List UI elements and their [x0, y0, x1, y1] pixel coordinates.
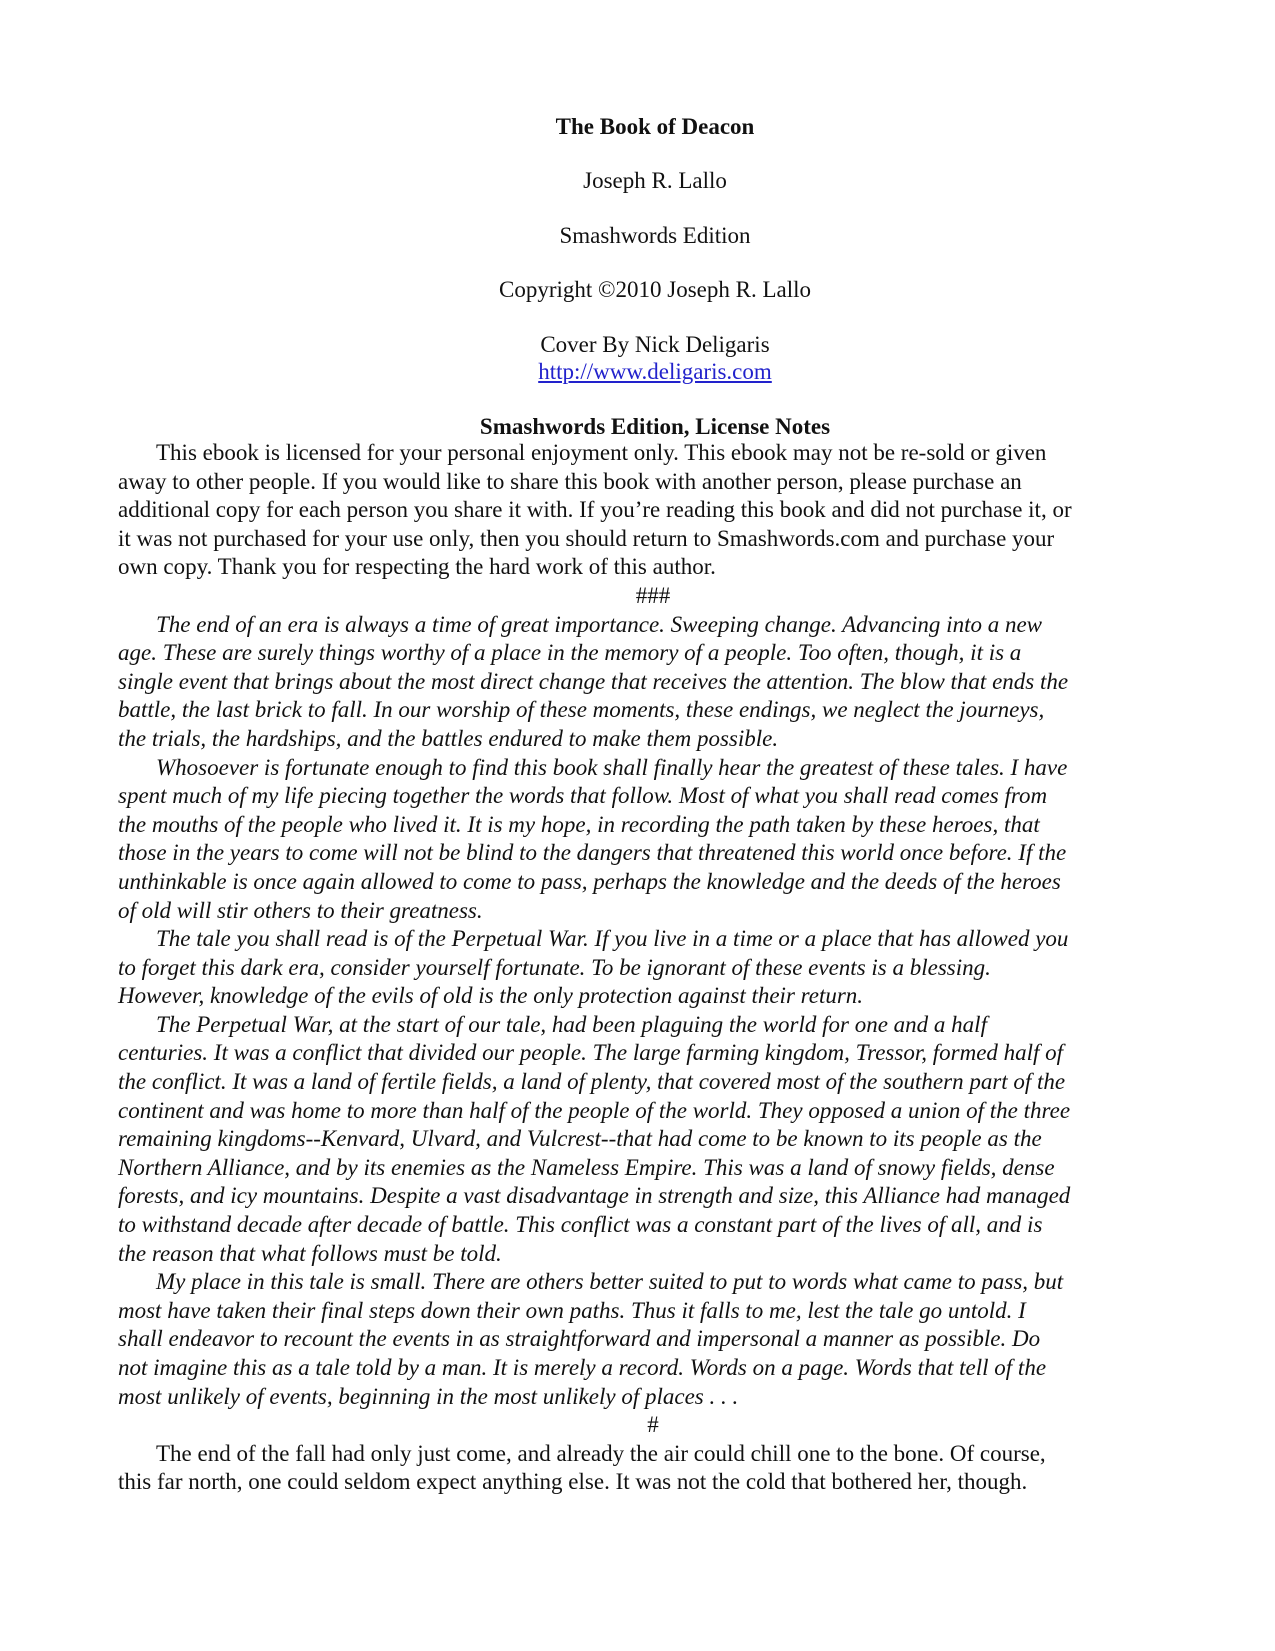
prologue-line: spent much of my life piecing together the words that follow. Most of what you shall read comes from — [118, 783, 1048, 809]
prologue-paragraph-4 — [118, 1011, 1168, 1268]
prologue-line: age. These are surely things worthy of a place in the memory of a people. Too often, though, it is a — [118, 640, 1022, 666]
prologue-paragraph-5 — [118, 1268, 1168, 1411]
prologue-line: The Perpetual War, at the start of our tale, had been plaguing the world for one and a half — [156, 1011, 987, 1037]
prologue-line: to forget this dark era, consider yourself fortunate. To be ignorant of these events is a blessing. — [118, 954, 991, 980]
prologue-line: the reason that what follows must be told. — [118, 1240, 502, 1266]
license-line: away to other people. If you would like to share this book with another person, please purchase an — [118, 468, 1022, 494]
license-notes — [118, 439, 1168, 1497]
license-line: additional copy for each person you share it with. If you’re reading this book and did not purchase it, or — [118, 497, 1072, 523]
prologue-line: Whosoever is fortunate enough to find this book shall finally hear the greatest of these tales. I have — [156, 754, 1068, 780]
chapter-line: The end of the fall had only just come, and already the air could chill one to the bone. Of course, — [156, 1440, 1046, 1466]
prologue-line: The tale you shall read is of the Perpetual War. If you live in a time or a place that has allowed you — [156, 926, 1069, 952]
prologue-line: continent and was home to more than half of the people of the world. They opposed a union of the three — [118, 1097, 1071, 1123]
copyright-notice: Copyright ©2010 Joseph R. Lallo — [499, 277, 811, 302]
prologue-line: However, knowledge of the evils of old is the only protection against their return. — [118, 983, 864, 1009]
license-line: it was not purchased for your use only, then you should return to Smashwords.com and purchase your — [118, 525, 1055, 551]
prologue-line: remaining kingdoms--Kenvard, Ulvard, and Vulcrest--that had come to be known to its people as the — [118, 1126, 1042, 1152]
prologue-line: the trials, the hardships, and the battles endured to make them possible. — [118, 725, 779, 751]
prologue-line: single event that brings about the most direct change that receives the attention. The blow that ends the — [118, 668, 1069, 694]
scene-separator: # — [647, 1412, 659, 1438]
prologue-line: the mouths of the people who lived it. It is my hope, in recording the path taken by these heroes, that — [118, 811, 1040, 837]
prologue-line: most unlikely of events, beginning in the most unlikely of places . . . — [118, 1383, 739, 1409]
prologue-paragraph-1 — [118, 611, 1168, 754]
prologue-paragraph-3 — [118, 925, 1168, 1011]
prologue-line: My place in this tale is small. There are others better suited to put to words what came to pass, but — [156, 1269, 1064, 1295]
chapter-line: this far north, one could seldom expect anything else. It was not the cold that bothered her, though. — [118, 1469, 1028, 1495]
prologue-line: unthinkable is once again allowed to come to pass, perhaps the knowledge and the deeds of the heroes — [118, 868, 1061, 894]
edition-label: Smashwords Edition — [559, 223, 751, 248]
license-line: own copy. Thank you for respecting the hard work of this author. — [118, 554, 716, 580]
prologue-line: shall endeavor to recount the events in as straightforward and impersonal a manner as possible. Do — [118, 1326, 1041, 1352]
prologue-line: battle, the last brick to fall. In our worship of these moments, these endings, we neglect the journeys, — [118, 697, 1045, 723]
license-line: This ebook is licensed for your personal enjoyment only. This ebook may not be re-sold or given — [156, 440, 1047, 465]
prologue-line: not imagine this as a tale told by a man. It is merely a record. Words on a page. Words that tell of the — [118, 1355, 1047, 1380]
author-name: Joseph R. Lallo — [583, 168, 727, 193]
section-separator: ### — [635, 582, 671, 608]
cover-link-row — [0, 358, 1275, 386]
cover-artist-link[interactable]: http://www.deligaris.com — [538, 359, 772, 384]
prologue-line: those in the years to come will not be blind to the dangers that threatened this world once before. If the — [118, 840, 1067, 866]
prologue-line: the conflict. It was a land of fertile fields, a land of plenty, that covered most of the southern part of the — [118, 1069, 1066, 1095]
book-title: The Book of Deacon — [555, 114, 755, 139]
prologue-line: Northern Alliance, and by its enemies as the Nameless Empire. This was a land of snowy fields, dense — [118, 1154, 1055, 1180]
license-heading: Smashwords Edition, License Notes — [479, 414, 831, 439]
prologue-line: The end of an era is always a time of great importance. Sweeping change. Advancing into a new — [156, 611, 1043, 637]
prologue-line: most have taken their final steps down their own paths. Thus it falls to me, lest the tale go untold. I — [118, 1297, 1026, 1323]
prologue-line: centuries. It was a conflict that divided our people. The large farming kingdom, Tressor, formed half of — [118, 1040, 1064, 1066]
prologue-line: of old will stir others to their greatness. — [118, 897, 483, 923]
prologue-line: to withstand decade after decade of battle. This conflict was a constant part of the lives of all, and is — [118, 1212, 1043, 1238]
chapter-opening-paragraph — [118, 1440, 1168, 1497]
prologue-line: forests, and icy mountains. Despite a vast disadvantage in strength and size, this Alliance had managed — [118, 1183, 1071, 1209]
prologue-paragraph-2 — [118, 754, 1168, 926]
cover-credit: Cover By Nick Deligaris — [540, 332, 770, 357]
